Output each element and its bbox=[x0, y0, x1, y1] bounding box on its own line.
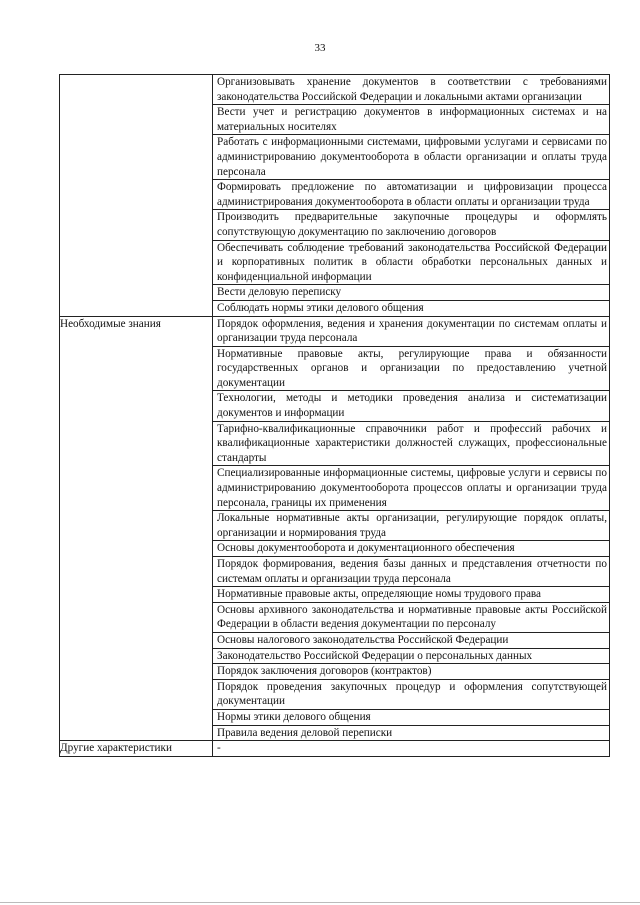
list-item: Законодательство Российской Федерации о персональных данных bbox=[213, 649, 609, 665]
section-label: Другие характеристики bbox=[60, 742, 172, 755]
section-label-cell bbox=[60, 316, 213, 741]
section-items-cell bbox=[213, 316, 610, 741]
list-item: Нормативные правовые акты, определяющие номы трудового права bbox=[213, 587, 609, 603]
list-item: Формировать предложение по автоматизации и цифровизации процесса администрирования документооборота в области оплаты и организации труда bbox=[213, 180, 609, 210]
list-item: Порядок заключения договоров (контрактов) bbox=[213, 664, 609, 680]
table-row bbox=[60, 75, 610, 317]
list-item: Тарифно-квалификационные справочники работ и профессий рабочих и квалификационные характеристики должностей служащих, профессиональные стандарты bbox=[213, 422, 609, 467]
list-item: Основы документооборота и документационного обеспечения bbox=[213, 541, 609, 557]
list-item: Технологии, методы и методики проведения анализа и систематизации документов и информации bbox=[213, 391, 609, 421]
list-item: Порядок формирования, ведения базы данных и представления отчетности по системам оплаты и организации труда персонала bbox=[213, 557, 609, 587]
list-item: Нормативные правовые акты, регулирующие права и обязанности государственных органов и организации по предоставлению учетной документации bbox=[213, 347, 609, 392]
list-item: Нормы этики делового общения bbox=[213, 710, 609, 726]
list-item: Производить предварительные закупочные процедуры и оформлять сопутствующую документацию по заключению договоров bbox=[213, 210, 609, 240]
section-label: Необходимые знания bbox=[60, 317, 161, 330]
list-item: Правила ведения деловой переписки bbox=[217, 726, 393, 739]
table-row bbox=[60, 741, 610, 757]
list-item: Вести учет и регистрацию документов в информационных системах и на материальных носителях bbox=[213, 105, 609, 135]
list-item: Локальные нормативные акты организации, регулирующие порядок оплаты, организации и нормирования труда bbox=[213, 511, 609, 541]
list-item: Организовывать хранение документов в соответствии с требованиями законодательства Российской Федерации и локальными актами организации bbox=[213, 75, 609, 105]
page-number: 33 bbox=[314, 42, 326, 54]
section-items-cell bbox=[213, 741, 610, 757]
requirements-table bbox=[59, 74, 610, 757]
list-item: Основы налогового законодательства Российской Федерации bbox=[213, 633, 609, 649]
page-edge-divider bbox=[0, 902, 640, 903]
list-item: Соблюдать нормы этики делового общения bbox=[217, 301, 424, 314]
list-item: Специализированные информационные системы, цифровые услуги и сервисы по администрированию документооборота процессов оплаты и организации труда персонала, границы их применения bbox=[213, 466, 609, 511]
list-item: Порядок проведения закупочных процедур и оформления сопутствующей документации bbox=[213, 680, 609, 710]
list-item: Основы архивного законодательства и нормативные правовые акты Российской Федерации в области ведения документации по персоналу bbox=[213, 603, 609, 633]
list-item: - bbox=[217, 742, 221, 755]
table-row bbox=[60, 316, 610, 741]
list-item: Обеспечивать соблюдение требований законодательства Российской Федерации и корпоративных политик в области обработки персональных данных и конфиденциальной информации bbox=[213, 241, 609, 286]
section-label-cell bbox=[60, 75, 213, 317]
list-item: Порядок оформления, ведения и хранения документации по системам оплаты и организации труда персонала bbox=[213, 317, 609, 347]
list-item: Вести деловую переписку bbox=[213, 285, 609, 301]
section-items-cell bbox=[213, 75, 610, 317]
list-item: Работать с информационными системами, цифровыми услугами и сервисами по администрированию документооборота в области организации и оплаты труда персонала bbox=[213, 135, 609, 180]
section-label-cell bbox=[60, 741, 213, 757]
